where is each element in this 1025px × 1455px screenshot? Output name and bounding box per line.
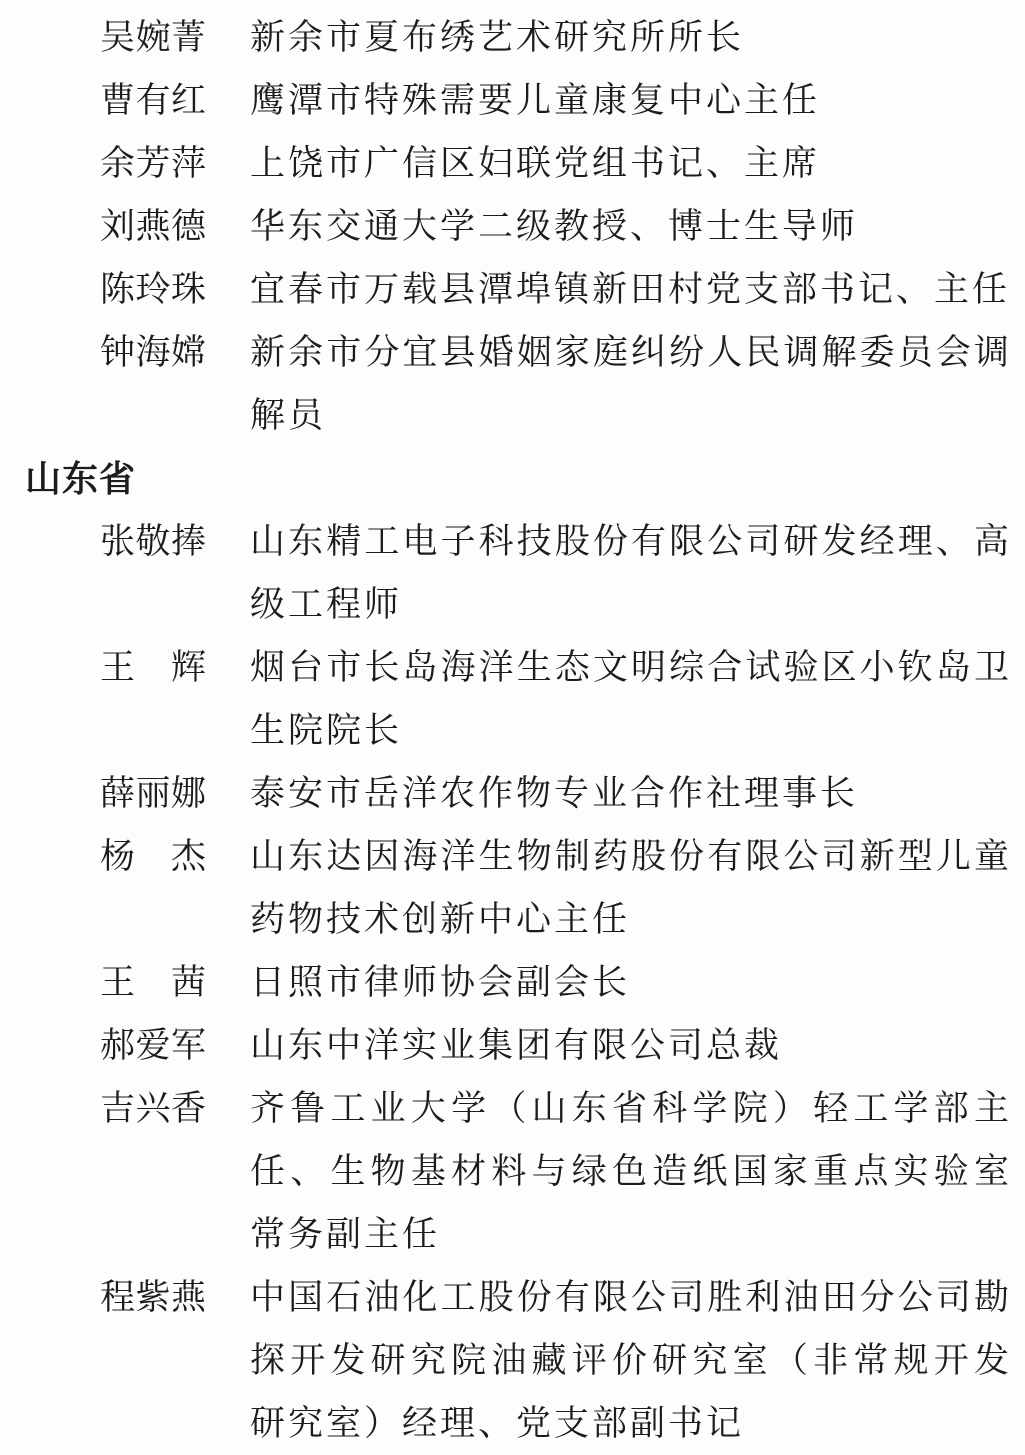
honoree-title-line: 泰安市岳洋农作物专业合作社理事长 xyxy=(250,774,859,813)
honoree-title-line: 中国石油化工股份有限公司胜利油田分公司勘 xyxy=(250,1278,1012,1317)
honoree-row xyxy=(0,1014,1025,1077)
honoree-title-line: 山东精工电子科技股份有限公司研发经理、高 xyxy=(250,522,1012,561)
province-header: 山东省 xyxy=(25,458,137,499)
honoree-row xyxy=(0,258,1025,321)
honoree-title-line: 鹰潭市特殊需要儿童康复中心主任 xyxy=(250,81,821,120)
honoree-title xyxy=(250,825,1012,951)
honoree-name: 吉兴香 xyxy=(100,1089,206,1128)
honoree-row xyxy=(0,636,1025,762)
honoree-name: 薛丽娜 xyxy=(100,774,206,813)
honoree-name: 程紫燕 xyxy=(100,1278,206,1317)
honoree-title-line: 山东中洋实业集团有限公司总裁 xyxy=(250,1026,783,1065)
honoree-title-line: 山东达因海洋生物制药股份有限公司新型儿童 xyxy=(250,837,1012,876)
honoree-title xyxy=(250,762,1012,825)
honoree-title xyxy=(250,258,1012,321)
honoree-name: 曹有红 xyxy=(100,81,206,120)
honoree-row xyxy=(0,321,1025,447)
honoree-name: 张敬捧 xyxy=(100,522,206,561)
honoree-title-line: 新余市分宜县婚姻家庭纠纷人民调解委员会调 xyxy=(250,333,1012,372)
honoree-row xyxy=(0,951,1025,1014)
honoree-title-line: 任、生物基材料与绿色造纸国家重点实验室 xyxy=(250,1152,1012,1191)
honoree-row xyxy=(0,1077,1025,1266)
honoree-title-line: 新余市夏布绣艺术研究所所长 xyxy=(250,18,745,57)
honoree-row xyxy=(0,762,1025,825)
honoree-row xyxy=(0,195,1025,258)
honoree-title-line: 宜春市万载县潭埠镇新田村党支部书记、主任 xyxy=(250,270,1011,309)
honoree-title xyxy=(250,132,1012,195)
honoree-title-line: 生院院长 xyxy=(250,711,403,750)
honoree-row xyxy=(0,69,1025,132)
honoree-title xyxy=(250,636,1012,762)
honoree-name: 陈玲珠 xyxy=(100,270,206,309)
honoree-title xyxy=(250,195,1012,258)
honoree-title-line: 华东交通大学二级教授、博士生导师 xyxy=(250,207,859,246)
honoree-row xyxy=(0,825,1025,951)
honoree-name: 钟海嫦 xyxy=(100,333,206,372)
honoree-title xyxy=(250,321,1012,447)
honoree-title-line: 药物技术创新中心主任 xyxy=(250,900,631,939)
honoree-title-line: 级工程师 xyxy=(250,585,403,624)
honoree-title-line: 探开发研究院油藏评价研究室（非常规开发 xyxy=(250,1341,1012,1380)
honoree-title-line: 齐鲁工业大学（山东省科学院）轻工学部主 xyxy=(250,1089,1012,1128)
honoree-name: 刘燕德 xyxy=(100,207,206,246)
honoree-name: 王 茜 xyxy=(100,963,206,1002)
honoree-row xyxy=(0,132,1025,195)
honoree-title-line: 日照市律师协会副会长 xyxy=(250,963,631,1002)
honoree-title-line: 解员 xyxy=(250,396,327,435)
honoree-title xyxy=(250,1266,1012,1455)
honoree-row xyxy=(0,6,1025,69)
honoree-title-line: 烟台市长岛海洋生态文明综合试验区小钦岛卫 xyxy=(250,648,1012,687)
honoree-title xyxy=(250,951,1012,1014)
honoree-title-line: 常务副主任 xyxy=(250,1215,441,1254)
honoree-name: 杨 杰 xyxy=(100,837,206,876)
honoree-name: 吴婉菁 xyxy=(100,18,206,57)
honoree-title xyxy=(250,1014,1012,1077)
honoree-name: 郝爱军 xyxy=(100,1026,206,1065)
honoree-title xyxy=(250,6,1012,69)
honoree-name: 王 辉 xyxy=(100,648,206,687)
honoree-title-line: 研究室）经理、党支部副书记 xyxy=(250,1404,745,1443)
honoree-title xyxy=(250,69,1012,132)
honoree-title xyxy=(250,1077,1012,1266)
honoree-row xyxy=(0,1266,1025,1455)
honoree-title-line: 上饶市广信区妇联党组书记、主席 xyxy=(250,144,821,183)
honoree-title xyxy=(250,510,1012,636)
honoree-name: 余芳萍 xyxy=(100,144,206,183)
honoree-row xyxy=(0,510,1025,636)
